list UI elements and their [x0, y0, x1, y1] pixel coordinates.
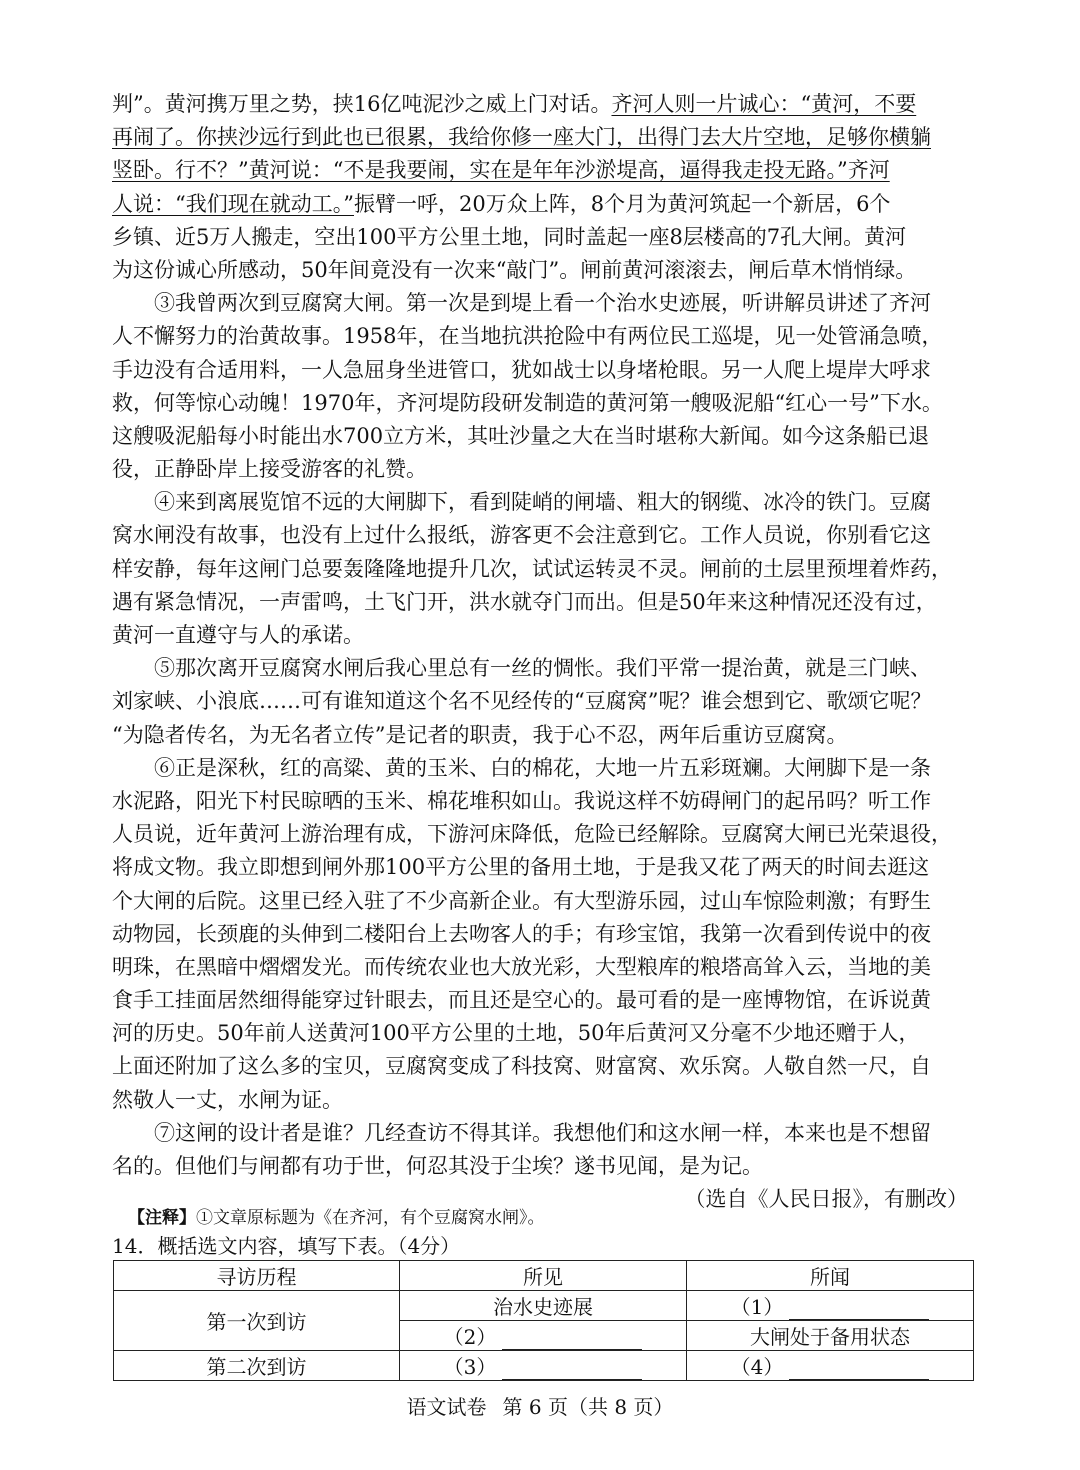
table-row: [114, 1351, 974, 1381]
first-visit-heard-1[interactable]: [687, 1291, 974, 1321]
text-segment: 人员说，近年黄河上游治理有成，下游河床降低，危险已经解除。豆腐窝大闸已光荣退役，: [112, 822, 952, 847]
text-segment: 名的。但他们与闸都有功于世，何忍其没于尘埃？遂书见闻，是为记。: [112, 1154, 763, 1178]
text-segment: ⑦这闸的设计者是谁？几经查访不得其详。我想他们和这水闸一样，本来也是不想留: [154, 1120, 931, 1145]
first-visit-cell: 第一次到访: [114, 1291, 400, 1351]
table-row: [114, 1291, 974, 1321]
article-line: [112, 254, 974, 287]
underlined-segment: 人说：“我们现在就动工。”: [112, 191, 354, 216]
article-line: [112, 752, 974, 785]
first-visit-heard-2: 大闸处于备用状态: [687, 1321, 974, 1351]
footer-subject: 语文试卷: [406, 1395, 487, 1419]
underlined-segment: 竖卧。行不？”黄河说：“不是我要闹，实在是年年沙淤堤高，逼得我走投无路。”齐河: [112, 158, 890, 183]
answer-blank-2[interactable]: [502, 1329, 642, 1350]
text-segment: ④来到离展览馆不远的大闸脚下，看到陡峭的闸墙、粗大的钢缆、冰冷的铁门。豆腐: [154, 490, 931, 515]
underlined-segment: 再闹了。你挟沙远行到此也已很累，我给你修一座大门，出得门去大片空地，足够你横躺: [112, 125, 931, 150]
footer-page-number: 第 6 页（共 8 页）: [502, 1395, 674, 1419]
blank-number-4: （4）: [730, 1355, 784, 1379]
article-line: [112, 1150, 974, 1183]
article-line: [112, 918, 974, 951]
answer-blank-1[interactable]: [789, 1299, 929, 1320]
blank-number-2: （2）: [443, 1325, 497, 1349]
text-segment: “为隐者传名，为无名者立传”是记者的职责，我于心不忍，两年后重访豆腐窝。: [112, 722, 848, 747]
header-seen: 所见: [400, 1261, 687, 1291]
text-segment: 河的历史。50年前人送黄河100平方公里的土地，50年后黄河又分毫不少地还赠于人，: [112, 1021, 920, 1046]
article-lines: [112, 88, 974, 1183]
article-line: [112, 586, 974, 619]
text-segment: 上面还附加了这么多的宝贝，豆腐窝变成了科技窝、财富窝、欢乐窝。人敬自然一尺，自: [112, 1054, 931, 1079]
second-visit-heard[interactable]: [687, 1351, 974, 1381]
text-segment: 动物园，长颈鹿的头伸到二楼阳台上去吻客人的手；有珍宝馆，我第一次看到传说中的夜: [112, 921, 931, 946]
article-line: [112, 453, 974, 486]
text-segment: 为这份诚心所感动，50年间竟没有一次来“敲门”。闸前黄河滚滚去，闸后草木悄悄绿。: [112, 257, 917, 282]
article-line: [112, 719, 974, 752]
text-segment: 这艘吸泥船每小时能出水700立方米，其吐沙量之大在当时堪称大新闻。如今这条船已退: [112, 423, 930, 448]
text-segment: 个大闸的后院。这里已经入驻了不少高新企业。有大型游乐园，过山车惊险刺激；有野生: [112, 888, 931, 913]
article-line: [112, 121, 974, 154]
text-segment: 手边没有合适用料，一人急屈身坐进管口，犹如战士以身堵枪眼。另一人爬上堤岸大呼求: [112, 357, 931, 382]
text-segment: 判”。黄河携万里之势，挟16亿吨泥沙之威上门对话。: [112, 92, 612, 116]
summary-table: [113, 1260, 974, 1381]
question-14: 14．概括选文内容，填写下表。（4分）: [112, 1234, 461, 1258]
first-visit-seen-1: 治水史迹展: [400, 1291, 687, 1321]
text-segment: 救，何等惊心动魄！1970年，齐河堤防段研发制造的黄河第一艘吸泥船“红心一号”下水。: [112, 390, 943, 415]
article-line: [112, 984, 974, 1017]
article-line: [112, 885, 974, 918]
article-line: [112, 320, 974, 353]
header-visit: 寻访历程: [114, 1261, 400, 1291]
text-segment: ⑤那次离开豆腐窝水闸后我心里总有一丝的惆怅。我们平常一提治黄，就是三门峡、: [154, 656, 931, 681]
article-text: [112, 88, 974, 1216]
article-line: [112, 486, 974, 519]
blank-number-3: （3）: [443, 1355, 497, 1379]
text-segment: 将成文物。我立即想到闸外那100平方公里的备用土地，于是我又花了两天的时间去逛这: [112, 855, 930, 880]
second-visit-seen[interactable]: [400, 1351, 687, 1381]
article-line: [112, 221, 974, 254]
article-line: [112, 951, 974, 984]
text-segment: 水泥路，阳光下村民晾晒的玉米、棉花堆积如山。我说这样不妨碍闸门的起吊吗？听工作: [112, 788, 931, 813]
article-line: [112, 154, 974, 187]
article-line: [112, 1117, 974, 1150]
text-segment: 窝水闸没有故事，也没有上过什么报纸，游客更不会注意到它。工作人员说，你别看它这: [112, 523, 931, 548]
page-footer: [0, 1391, 1080, 1420]
article-line: [112, 188, 974, 221]
note-label: 【注释】: [128, 1208, 196, 1228]
article-line: [112, 88, 974, 121]
article-line: [112, 1017, 974, 1050]
text-segment: 明珠，在黑暗中熠熠发光。而传统农业也大放光彩，大型粮库的粮塔高耸入云，当地的美: [112, 954, 931, 979]
text-segment: 人不懈努力的治黄故事。1958年，在当地抗洪抢险中有两位民工巡堤，见一处管涌急喷，: [112, 324, 943, 349]
article-line: [112, 851, 974, 884]
article-line: [112, 354, 974, 387]
article-source: （选自《人民日报》，有删改）: [684, 1187, 968, 1212]
answer-blank-3[interactable]: [502, 1359, 642, 1380]
blank-number-1: （1）: [730, 1295, 784, 1319]
first-visit-seen-2[interactable]: [400, 1321, 687, 1351]
annotation-note: [128, 1206, 545, 1230]
article-line: [112, 685, 974, 718]
article-line: [112, 420, 974, 453]
text-segment: 遇有紧急情况，一声雷鸣，土飞门开，洪水就夺门而出。但是50年来这种情况还没有过，: [112, 589, 937, 614]
text-segment: 黄河一直遵守与人的承诺。: [112, 623, 364, 647]
text-segment: 然敬人一丈，水闸为证。: [112, 1087, 343, 1112]
header-heard: 所闻: [687, 1261, 974, 1291]
article-line: [112, 785, 974, 818]
text-segment: 食手工挂面居然细得能穿过针眼去，而且还是空心的。最可看的是一座博物馆，在诉说黄: [112, 988, 931, 1013]
text-segment: 役，正静卧岸上接受游客的礼赞。: [112, 457, 427, 482]
note-text: ①文章原标题为《在齐河，有个豆腐窝水闸》。: [196, 1208, 545, 1228]
text-segment: 振臂一呼，20万众上阵，8个月为黄河筑起一个新居，6个: [353, 191, 891, 216]
article-line: [112, 1084, 974, 1117]
article-line: [112, 652, 974, 685]
text-segment: ⑥正是深秋，红的高粱、黄的玉米、白的棉花，大地一片五彩斑斓。大闸脚下是一条: [154, 755, 931, 780]
text-segment: 刘家峡、小浪底……可有谁知道这个名不见经传的“豆腐窝”呢？谁会想到它、歌颂它呢？: [112, 689, 932, 714]
article-line: [112, 519, 974, 552]
article-line: [112, 818, 974, 851]
text-segment: ③我曾两次到豆腐窝大闸。第一次是到堤上看一个治水史迹展，听讲解员讲述了齐河: [154, 291, 931, 316]
article-line: [112, 553, 974, 586]
article-line: [112, 1050, 974, 1083]
answer-blank-4[interactable]: [789, 1359, 929, 1380]
article-line: [112, 387, 974, 420]
text-segment: 样安静，每年这闸门总要轰隆隆地提升几次，试试运转灵不灵。闸前的土层里预埋着炸药，: [112, 556, 952, 581]
text-segment: 乡镇、近5万人搬走，空出100平方公里土地，同时盖起一座8层楼高的7孔大闸。黄河: [112, 224, 907, 249]
underlined-segment: 齐河人则一片诚心：“黄河，不要: [611, 92, 917, 116]
table-header-row: [114, 1261, 974, 1291]
second-visit-cell: 第二次到访: [114, 1351, 400, 1381]
article-line: [112, 287, 974, 320]
article-line: [112, 619, 974, 652]
